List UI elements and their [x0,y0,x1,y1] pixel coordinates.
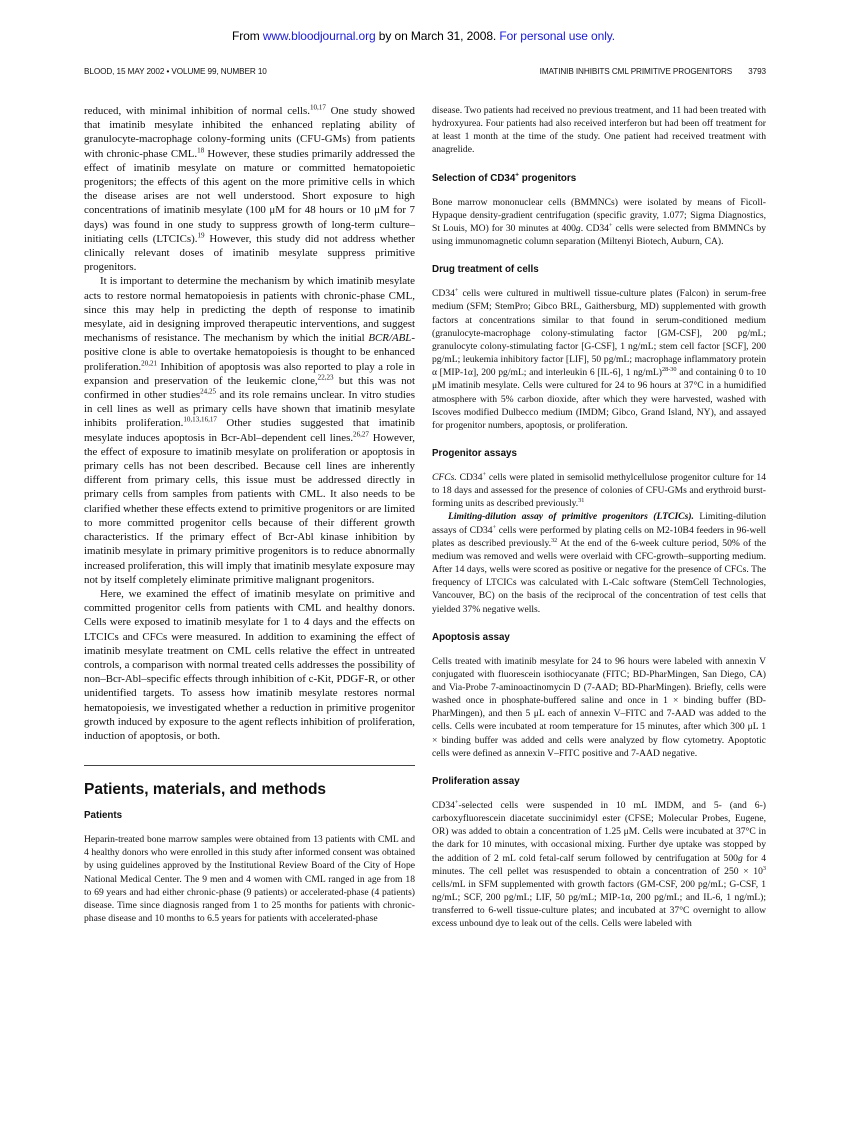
section-title: Patients, materials, and methods [84,781,327,799]
patients-heading: Patients [84,810,123,822]
drug-treatment-paragraph: CD34+ cells were cultured in multiwell tissue-culture plates (Falcon) in serum-free medium (SFM; StemPro; Gibco BRL, Gaithersburg, MD) supplemented with growth factors at concentrations similar to that found in serum-conditioned medium (granulocyte-macrophage colony-stimulating factor [GM-CSF], 200 pg/mL; granulocyte colony-stimulating factor [G-CSF], 1 ng/mL; stem cell factor [SCF], 200 pg/mL; leukemia inhibitory factor [LIF], 50 pg/mL; macrophage inflammatory protein α [MIP-1α], 200 pg/mL; and interleukin 6 [IL-6], 1 ng/mL)$^{28-30}$ and containing 0 to 10 μM imatinib mesylate. Cells were cultured for 24 to 96 hours at 37°C in a humidified atmosphere with 5% carbon dioxide, after which they were harvested, washed with Iscoves modified Dulbecco medium (IMDM; Gibco, Grand Island, NY), and assayed for progenitor numbers, apoptosis, or proliferation. [432,287,766,431]
cfc-text: CD34+ cells were plated in semisolid methylcellulose progenitor culture for 14 to 18 days and assessed for the presence of colonies of CFU-GMs and erythroid burst-forming units as described previously.$^{31}$ [432,470,766,510]
intro-paragraph-3: Here, we examined the effect of imatinib mesylate on primitive and committed progenitor cells from patients with CML and healthy donors. Cells were exposed to imatinib mesylate for 1 to 4 days and the effects on LTCICs and CFCs were measured. In addition to examining the effect of imatinib mesylate treatment on CML cells relative the effect in untreated controls, a comparison with normal treated cells addresses the possibility of non–Bcr-Abl–specific effects through inhibition of c-Kit, PDGF-R, or other unidentified targets. To assess how imatinib mesylate restores normal hematopoiesis, we investigated whether a reduction in primitive progenitor growth induced by exposure to the agent reflects inhibition of proliferation, induction of apoptosis, or both. [84,587,415,742]
access-banner [0,29,847,43]
right-column [432,104,766,931]
left-column [84,104,415,925]
section-divider [84,765,415,766]
personal-use-link[interactable]: For personal use only. [499,29,615,43]
cfc-paragraph [432,471,766,510]
banner-middle: by on March 31, 2008. [375,29,500,43]
cfc-label: CFCs. [432,471,457,483]
cd34-selection-paragraph: Bone marrow mononuclear cells (BMMNCs) were isolated by means of Ficoll-Hypaque density-gradient centrifugation (specific gravity, 1.077; Sigma Diagnostics, St Louis, MO) for 30 minutes at 400g. CD34+ cells were selected from BMMNCs by using immunomagnetic column separation (Miltenyi Biotech, Auburn, CA). [432,196,766,248]
journal-citation: BLOOD, 15 MAY 2002 • VOLUME 99, NUMBER 10 [84,67,267,76]
proliferation-paragraph: CD34+-selected cells were suspended in 10 mL IMDM, and 5- (and 6-) carboxyfluorescein diacetate succinimidyl ester (CFSE; Molecular Probes, Eugene, OR) was added to obtain a concentration of 1.25 μM. Cells were incubated at 37°C in the dark for 10 minutes, with occasional mixing. Further dye uptake was stopped by the addition of 2 mL cold fetal-calf serum followed by centrifugation at 500g for 4 minutes. The cell pellet was resuspended to obtain a concentration of $250 \times 10^3$ cells/mL in SFM supplemented with growth factors (GM-CSF, 200 pg/mL; G-CSF, 1 ng/mL; SCF, 200 pg/mL; LIF, 50 pg/mL; MIP-1α, 200 pg/mL; and IL-6, 1 ng/mL); transferred to 6-well tissue-culture plates; and incubated at 37°C overnight to allow excess unbound dye to leak out of the cells. Cells were labeled with [432,798,766,930]
apoptosis-paragraph: Cells treated with imatinib mesylate for 24 to 96 hours were labeled with annexin V conjugated with fluorescein isothiocyanate (FITC; BD-PharMingen, San Diego, CA) and Via-Probe 7-aminoactinomycin D (7-AAD; BD-PharMingen). Briefly, cells were washed once in phosphate-buffered saline and once in 1 × binding buffer (BD-PharMingen), and then 5 μL each of annexin V–FITC and 7-AAD was added to the cells. Cells were incubated at room temperature for 15 minutes, after which 300 μL 1 × binding buffer was added and cells were analyzed by flow cytometry. Apoptotic cells were defined as annexin V–FITC positive and 7-AAD negative. [432,655,766,759]
patients-paragraph: Heparin-treated bone marrow samples were obtained from 13 patients with CML and 4 healthy donors who were enrolled in this study after informed consent was obtained by using guidelines approved by the Institutional Review Board of the City of Hope National Medical Center. The 9 men and 4 women with CML ranged in age from 18 to 69 years and had either chronic-phase (9 patients) or accelerated-phase (4 patients) disease. Time since diagnosis ranged from 1 to 25 months for patients with chronic-phase disease and 10 months to 6.5 years for patients with accelerated-phase [84,834,415,925]
intro-paragraph-2: It is important to determine the mechanism by which imatinib mesylate acts to restore normal hematopoiesis in patients with chronic-phase CML, since this may help in predicting the depth of response to imatinib mesylate, aid in designing improved therapeutic interventions, and suggest mechanisms of resistance. The mechanism by which the initial BCR/ABL-positive clone is able to overtake hematopoiesis is thought to be enhanced proliferation.$^{20,21}$ Inhibition of apoptosis was also reported to play a role in expansion and preservation of the leukemic clone,$^{22,23}$ but this was not confirmed in other studies$^{24,25}$ and its role remains unclear. In vitro studies in cell lines as well as primary cells have shown that imatinib mesylate inhibits proliferation.$^{10,13,16,17}$ Other studies suggested that imatinib mesylate induces apoptosis in Bcr-Abl–dependent cell lines.$^{26,27}$ However, the effect of exposure to imatinib mesylate on proliferation or apoptosis in primary cells has not been described. Because cell lines are inherently different from primary cells, this issue must be addressed directly in primary cells from samples from patients with CML. It also needs to be clarified whether these effects extend to primitive progenitors or are limited to more committed progenitor cells because of their different growth characteristics. If the primary effect of Bcr-Abl kinase inhibition by imatinib mesylate in primary primitive progenitors is to reduce abnormally increased proliferation, this will imply that imatinib mesylate exposure may not by itself completely eliminate primitive malignant progenitors. [84,275,415,586]
banner-prefix: From [232,29,263,43]
apoptosis-heading: Apoptosis assay [432,631,510,643]
progenitor-assays-heading: Progenitor assays [432,447,517,459]
intro-paragraph-1: reduced, with minimal inhibition of normal cells.$^{10,17}$ One study showed that imatinib mesylate inhibited the enhanced replating ability of granulocyte-macrophage colony-forming units (CFU-GMs) from patients with chronic-phase CML.$^{18}$ However, these studies primarily addressed the effect of imatinib mesylate on mature or committed hematopoietic progenitors; the effects of this agent on the more primitive cells in which the disease arises are not well understood. Short exposure to high concentrations of imatinib mesylate (100 μM for 48 hours or 10 μM for 7 days) was found in one study to suppress growth of long-term culture–initiating cells (LTCICs).$^{19}$ However, this study did not address whether clinically relevant doses of imatinib mesylate suppress primitive progenitors. [84,103,416,274]
running-title [540,67,766,76]
running-title-text: IMATINIB INHIBITS CML PRIMITIVE PROGENITORS [539,67,733,76]
page-number: 3793 [748,67,766,76]
bloodjournal-link[interactable]: www.bloodjournal.org [262,29,376,43]
ltcic-text: Limiting-dilution assays of CD34+ cells were performed by plating cells on M2-10B4 feeders in 96-well plates as described previously.$^{32}$ At the end of the 6-week culture period, 50% of the medium was removed and wells were overlaid with CFC-growth–supporting medium. After 14 days, wells were scored as positive or negative for the presence of CFCs. The frequency of LTCICs was calculated with L-Calc software (StemCell Technologies, Vancouver, BC) on the basis of the reciprocal of the concentration of test cells that yielded 37% negative wells. [432,511,766,615]
ltcic-label: Limiting-dilution assay of primitive progenitors (LTCICs). [448,511,694,523]
cd34-selection-heading: Selection of CD34+ progenitors [432,171,577,184]
drug-treatment-heading: Drug treatment of cells [432,264,539,276]
proliferation-heading: Proliferation assay [432,775,520,787]
ltcic-paragraph [432,510,766,615]
patients-continued-paragraph: disease. Two patients had received no previous treatment, and 11 had been treated with hydroxyurea. Four patients had also received interferon but had been off treatment for at least 1 month at the time of the study. One patient had received treatment with anagrelide. [432,105,766,156]
